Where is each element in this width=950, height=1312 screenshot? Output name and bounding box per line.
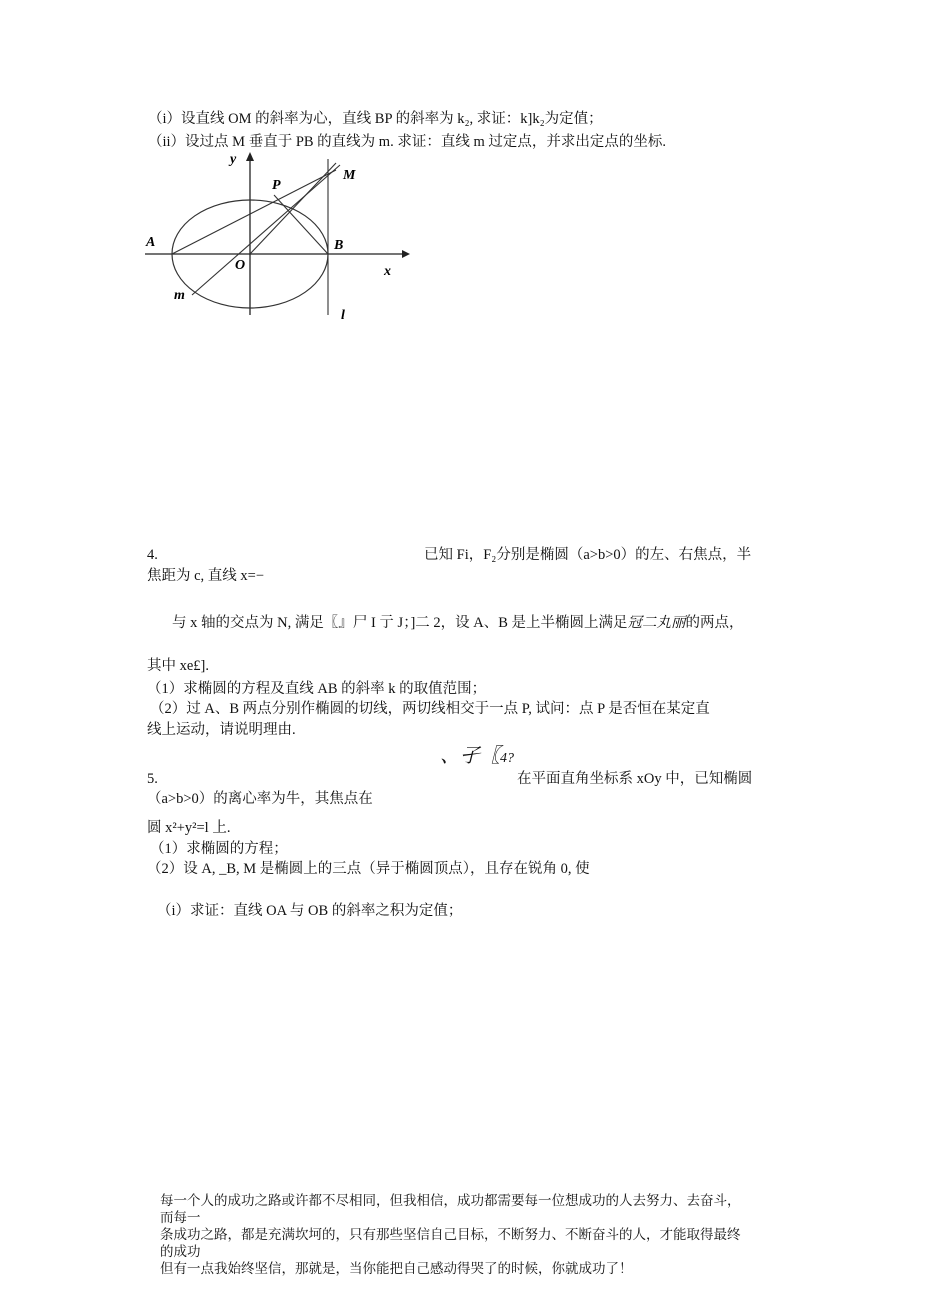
footer-line-1: 每一个人的成功之路或许都不尽相同，但我相信，成功都需要每一位想成功的人去努力、去奋斗，	[160, 1193, 741, 1209]
problem-4-text-4: 其中 xe£].	[147, 658, 210, 674]
figure-label-l: l	[341, 308, 345, 322]
garbled-formula-b: 4?	[500, 751, 514, 766]
figure-label-m-line: m	[174, 288, 185, 303]
footer-line-2: 而每一	[160, 1210, 201, 1226]
figure-label-o: O	[235, 258, 246, 273]
problem-5-number: 5.	[147, 771, 158, 787]
ellipse-figure	[140, 147, 410, 322]
figure-label-y: y	[230, 152, 237, 167]
figure-label-p: P	[272, 178, 281, 193]
problem-4-text-3a: 与 x 轴的交点为 N, 满足〖』尸 I 亍 J；]二 2，设 A、B 是上半椭圆上满足	[172, 615, 628, 631]
problem-4-text-1: 已知 Fi，F₂分别是椭圆（a>b>0）的左、右焦点，半	[424, 547, 752, 563]
problem-4-question-2: （2）过 A、B 两点分别作椭圆的切线，两切线相交于一点 P, 试问：点 P 是否恒在某定直	[150, 701, 710, 717]
problem-4-text-3c: 的两点，	[685, 615, 744, 631]
footer-line-4: 的成功	[160, 1244, 201, 1260]
problem-4-text-3	[172, 614, 744, 632]
garbled-formula-a: 、孑〖	[440, 745, 500, 767]
figure-label-a: A	[146, 235, 156, 250]
footer-line-5: 但有一点我始终坚信，那就是，当你能把自己感动得哭了的时候，你就成功了！	[160, 1261, 633, 1277]
problem-4-number: 4.	[147, 547, 158, 563]
problem-4-question-2b: 线上运动，请说明理由.	[147, 722, 296, 738]
problem-4-text-2: 焦距为 c, 直线 x=−	[147, 568, 265, 584]
figure-label-x: x	[384, 264, 391, 279]
problem-5-question-1: （1）求椭圆的方程；	[150, 841, 288, 857]
problem-4-garbled-formula	[440, 744, 514, 771]
problem-4-text-3b: 冠二丸丽	[627, 615, 686, 631]
figure-label-m-point: M	[343, 168, 356, 183]
problem-4-question-1: （1）求椭圆的方程及直线 AB 的斜率 k 的取值范围；	[147, 681, 487, 697]
problem-5-text-3: 圆 x²+y²=l 上.	[147, 820, 231, 836]
problem-5-part-i: （i）求证：直线 OA 与 OB 的斜率之积为定值；	[157, 903, 463, 919]
part-i-text: （i）设直线 OM 的斜率为心，直线 BP 的斜率为 k₂, 求证：k]k₂为定值；	[148, 111, 603, 127]
footer-line-3: 条成功之路，都是充满坎坷的，只有那些坚信自己目标，不断努力、不断奋斗的人，才能取得最终	[160, 1227, 741, 1243]
problem-5-text-1: 在平面直角坐标系 xOy 中，已知椭圆	[517, 771, 753, 787]
problem-5-text-2: （a>b>0）的离心率为牛，其焦点在	[147, 791, 373, 807]
problem-5-question-2: （2）设 A, _B, M 是椭圆上的三点（异于椭圆顶点），且存在锐角 0, 使	[147, 861, 590, 877]
figure-label-b: B	[334, 238, 344, 253]
part-ii-text: （ii）设过点 M 垂直于 PB 的直线为 m. 求证：直线 m 过定点，并求出定点的坐标.	[148, 134, 666, 150]
